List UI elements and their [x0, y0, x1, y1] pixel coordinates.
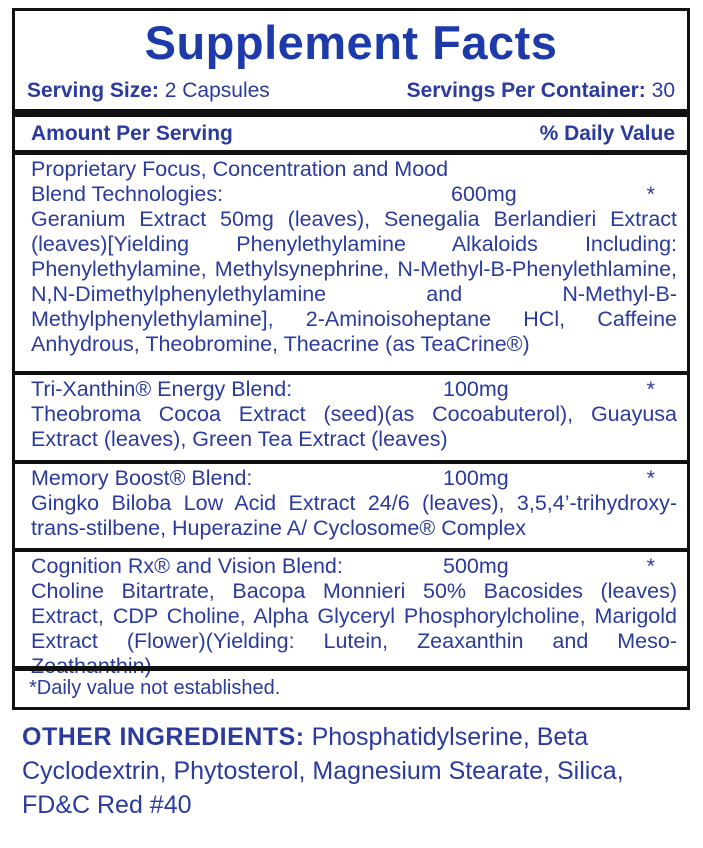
footnote: *Daily value not established.: [29, 677, 281, 699]
serving-size: [27, 79, 270, 103]
serving-size-value: 2 Capsules: [164, 79, 270, 102]
blend-divider: [15, 548, 687, 552]
supplement-facts-panel: [12, 8, 690, 710]
header-divider: [15, 150, 687, 155]
blend-divider: [15, 371, 687, 375]
blend-tri-xanthin: [31, 377, 677, 452]
blend-ingredients: Theobroma Cocoa Extract (seed)(as Cocoabuterol), Guayusa Extract (leaves), Green Tea Extract (leaves): [31, 402, 677, 451]
blend-amount: 100mg: [443, 377, 509, 401]
blend-amount: 100mg: [443, 466, 509, 490]
other-ingredients: [22, 720, 688, 822]
blend-ingredients: Choline Bitartrate, Bacopa Monnieri 50% Bacosides (leaves) Extract, CDP Choline, Alpha Glyceryl Phosphorylcholine, Marigold Extract (Flower)(Yielding: Lutein, Zeaxanthin and Meso-: [31, 579, 677, 653]
serving-size-label: Serving Size:: [27, 79, 159, 102]
blend-name: Cognition Rx® and Vision Blend:: [31, 554, 343, 578]
servings-per-container: [407, 79, 675, 103]
other-ingredients-label: OTHER INGREDIENTS:: [22, 723, 305, 751]
blend-daily-value: *: [646, 554, 655, 578]
blend-memory-boost: [31, 466, 677, 541]
servings-per-container-value: 30: [651, 79, 675, 102]
blend-divider: [15, 460, 687, 464]
blend-name: Memory Boost® Blend:: [31, 466, 253, 490]
other-ingredients-list: Phosphatidylserine, Beta Cyclodextrin, Phytosterol, Magnesium Stearate, Silica, FD&C Red #40: [22, 723, 624, 819]
thick-divider: [15, 109, 687, 117]
blend-cognition-rx: [31, 554, 677, 679]
blend-amount: 600mg: [451, 182, 517, 206]
blend-ingredients: Gingko Biloba Low Acid Extract 24/6 (leaves), 3,5,4’-trihydroxy-trans-stilbene, Huperazine A/ Cyclosome® Complex: [31, 491, 677, 540]
daily-value-header: % Daily Value: [539, 122, 675, 145]
blend-amount: 500mg: [443, 554, 509, 578]
panel-title: Supplement Facts: [144, 16, 558, 69]
servings-per-container-label: Servings Per Container:: [406, 79, 646, 102]
blend-name: Tri-Xanthin® Energy Blend:: [31, 377, 293, 401]
blend-proprietary-focus: [31, 157, 677, 357]
blend-name-line2: Blend Technologies:: [31, 182, 224, 206]
blend-daily-value: *: [646, 466, 655, 490]
blend-daily-value: *: [646, 182, 655, 206]
blend-daily-value: *: [646, 377, 655, 401]
amount-per-serving-header: Amount Per Serving: [31, 122, 233, 145]
footnote-divider: [15, 666, 687, 671]
blend-ingredients: Geranium Extract 50mg (leaves), Senegalia Berlandieri Extract (leaves)[Yielding Phenylethylamine Alkaloids Including: Phenylethylamine, Methylsynephrine, N-Methyl-B-Phenylethlamine, N,N-Dimethylphenylethylamine and N-Methyl-B-Methylphenylethylamine], 2-Aminoisoheptane HCl, Caffeine Anhydrous, Theobromine, Theacrine (as TeaCrine®): [31, 207, 677, 356]
blend-name-line1: Proprietary Focus, Concentration and Mood: [31, 157, 449, 181]
